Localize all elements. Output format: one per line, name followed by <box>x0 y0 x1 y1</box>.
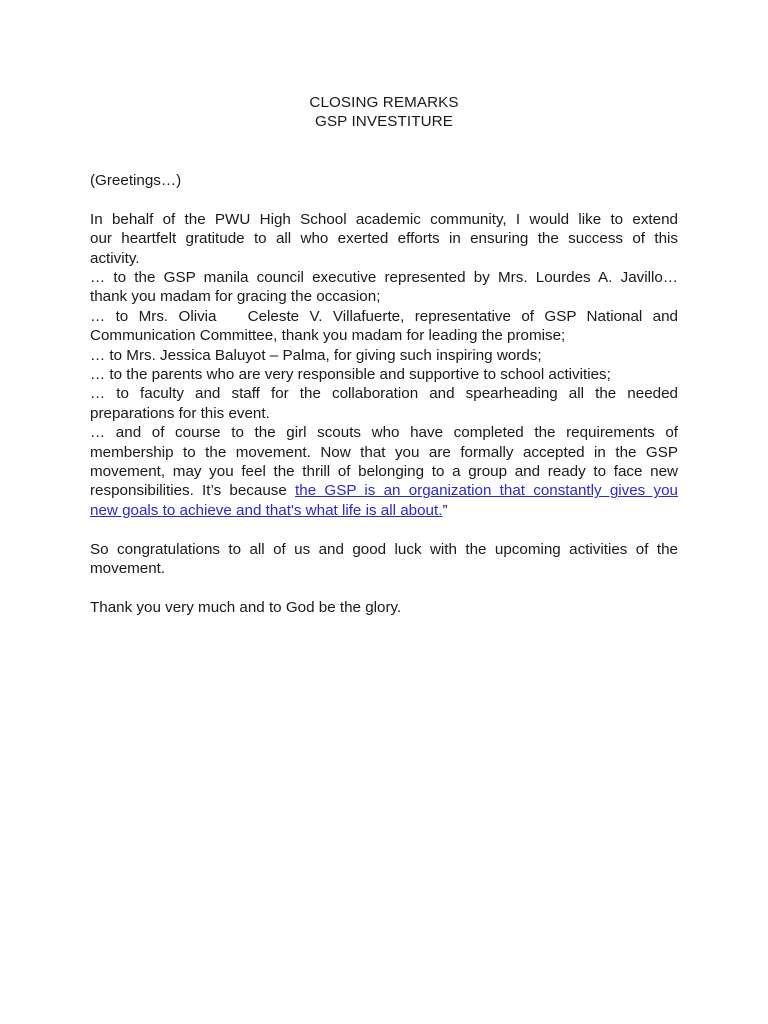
gratitude-paragraph <box>90 210 678 268</box>
closing-line: Thank you very much and to God be the glory. <box>90 598 402 616</box>
text-line: … to Mrs. Jessica Baluyot – Palma, for giving such inspiring words; <box>90 346 542 364</box>
thanks-list <box>90 268 678 423</box>
text-line: thank you madam for gracing the occasion; <box>90 288 381 306</box>
text-line: … to Mrs. Olivia Celeste V. Villafuerte, representative of GSP National and <box>90 307 678 325</box>
text-line: membership to the movement. Now that you are formally accepted in the GSP <box>90 443 678 461</box>
text-segment: responsibilities. It’s because <box>90 482 296 500</box>
text-line: … to the parents who are very responsible and supportive to school activities; <box>90 366 611 384</box>
text-line: … to the GSP manila council executive represented by Mrs. Lourdes A. Javillo… <box>90 269 678 287</box>
text-line: our heartfelt gratitude to all who exerted efforts in ensuring the success of this <box>90 230 678 248</box>
paragraph-gap <box>90 579 678 598</box>
paragraph-gap <box>90 190 678 209</box>
title-line-2: GSP INVESTITURE <box>315 113 453 131</box>
text-line: So congratulations to all of us and good luck with the upcoming activities of the <box>90 540 678 558</box>
greeting: (Greetings…) <box>90 172 182 189</box>
thanks-item <box>90 307 678 346</box>
text-line <box>90 501 678 520</box>
title-block <box>0 93 768 132</box>
thanks-item <box>90 365 678 384</box>
thanks-item <box>90 268 678 307</box>
text-line: In behalf of the PWU High School academic community, I would like to extend <box>90 210 678 228</box>
closing-quote: ” <box>442 501 448 519</box>
quote-link[interactable]: the GSP is an organization that constantly gives you <box>295 482 678 500</box>
text-line: preparations for this event. <box>90 404 270 422</box>
thanks-item <box>90 346 678 365</box>
title-line-1: CLOSING REMARKS <box>309 94 459 111</box>
text-line: … and of course to the girl scouts who have completed the requirements of <box>90 424 678 442</box>
congratulations-paragraph <box>90 540 678 579</box>
text-line: … to faculty and staff for the collaboration and spearheading all the needed <box>90 385 678 403</box>
quote-link-continued[interactable]: new goals to achieve and that's what life is all about. <box>90 501 443 519</box>
thanks-item <box>90 384 678 423</box>
text-line: activity. <box>90 249 140 267</box>
text-line: movement. <box>90 560 166 578</box>
document-body <box>90 171 678 617</box>
text-line: Communication Committee, thank you madam for leading the promise; <box>90 327 566 345</box>
paragraph-gap <box>90 520 678 539</box>
text-line: movement, may you feel the thrill of belonging to a group and ready to face new <box>90 463 678 481</box>
scouts-paragraph <box>90 423 678 520</box>
text-line <box>90 481 678 500</box>
